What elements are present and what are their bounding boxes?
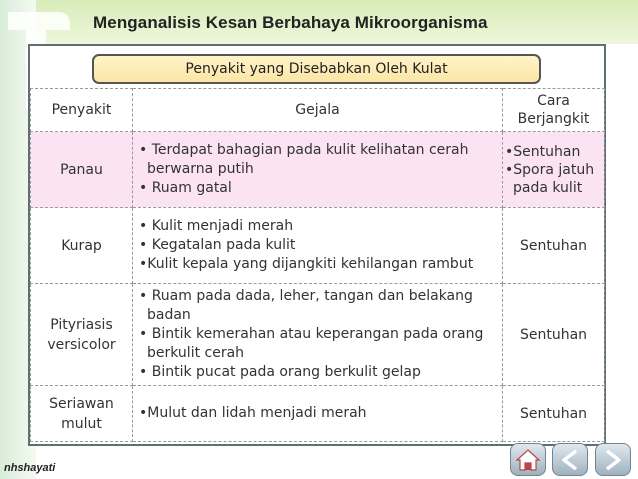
page-title: Menganalisis Kesan Berbahaya Mikroorganisma bbox=[93, 13, 488, 32]
author-label: nhshayati bbox=[4, 462, 56, 474]
disease-table bbox=[30, 88, 605, 442]
symptom-line: berkulit cerah bbox=[147, 345, 245, 361]
symptom-line: berwarna putih bbox=[147, 161, 254, 177]
disease-cell bbox=[31, 132, 133, 208]
symptoms-cell bbox=[133, 284, 503, 386]
symptom-line: • Ruam gatal bbox=[139, 180, 232, 196]
header-transmission-line2: Berjangkit bbox=[517, 111, 590, 127]
transmission-line: Sentuhan bbox=[519, 237, 588, 254]
table-row bbox=[31, 208, 605, 284]
disease-cell bbox=[31, 284, 133, 386]
symptom-line: • Terdapat bahagian pada kulit kelihatan cerah bbox=[139, 142, 469, 158]
disease-name: Panau bbox=[60, 161, 103, 178]
symptom-line: badan bbox=[147, 307, 191, 323]
symptom-line: • Kulit menjadi merah bbox=[139, 218, 294, 234]
disease-name: versicolor bbox=[47, 336, 116, 353]
transmission-line: •Sentuhan bbox=[505, 143, 581, 160]
header-transmission bbox=[503, 89, 605, 132]
section-banner-label: Penyakit yang Disebabkan Oleh Kulat bbox=[185, 61, 448, 77]
header-transmission-line1: Cara bbox=[537, 93, 570, 109]
forward-icon bbox=[603, 449, 623, 471]
transmission-cell bbox=[503, 284, 605, 386]
symptoms-cell bbox=[133, 386, 503, 442]
transmission-line: pada kulit bbox=[513, 179, 583, 196]
table-row bbox=[31, 132, 605, 208]
back-icon bbox=[560, 449, 580, 471]
transmission-line: •Spora jatuh bbox=[505, 161, 595, 178]
symptom-line: • Ruam pada dada, leher, tangan dan belakang bbox=[139, 288, 473, 304]
section-banner bbox=[92, 54, 541, 84]
disease-cell bbox=[31, 386, 133, 442]
transmission-cell bbox=[503, 132, 605, 208]
symptom-line: • Kegatalan pada kulit bbox=[139, 237, 296, 253]
symptom-line: •Kulit kepala yang dijangkiti kehilangan rambut bbox=[139, 256, 474, 272]
symptom-line: • Bintik pucat pada orang berkulit gelap bbox=[139, 364, 421, 380]
transmission-line: Sentuhan bbox=[519, 405, 588, 422]
symptoms-cell bbox=[133, 208, 503, 284]
disease-name: Kurap bbox=[61, 237, 102, 254]
symptom-line: • Bintik kemerahan atau keperangan pada orang bbox=[139, 326, 484, 342]
transmission-cell bbox=[503, 208, 605, 284]
disease-cell bbox=[31, 208, 133, 284]
disease-name: Pityriasis bbox=[50, 316, 113, 333]
symptom-line: •Mulut dan lidah menjadi merah bbox=[139, 405, 367, 421]
header-disease: Penyakit bbox=[31, 89, 133, 132]
table-header-row bbox=[31, 89, 605, 132]
table-row bbox=[31, 386, 605, 442]
disease-name: Seriawan bbox=[49, 395, 114, 412]
symptoms-cell bbox=[133, 132, 503, 208]
transmission-cell bbox=[503, 386, 605, 442]
forward-button[interactable] bbox=[595, 443, 631, 476]
table-row bbox=[31, 284, 605, 386]
header-symptoms: Gejala bbox=[133, 89, 503, 132]
back-button[interactable] bbox=[552, 443, 588, 476]
home-icon bbox=[515, 448, 541, 472]
transmission-line: Sentuhan bbox=[519, 326, 588, 343]
disease-name: mulut bbox=[61, 415, 102, 432]
home-button[interactable] bbox=[510, 443, 546, 476]
